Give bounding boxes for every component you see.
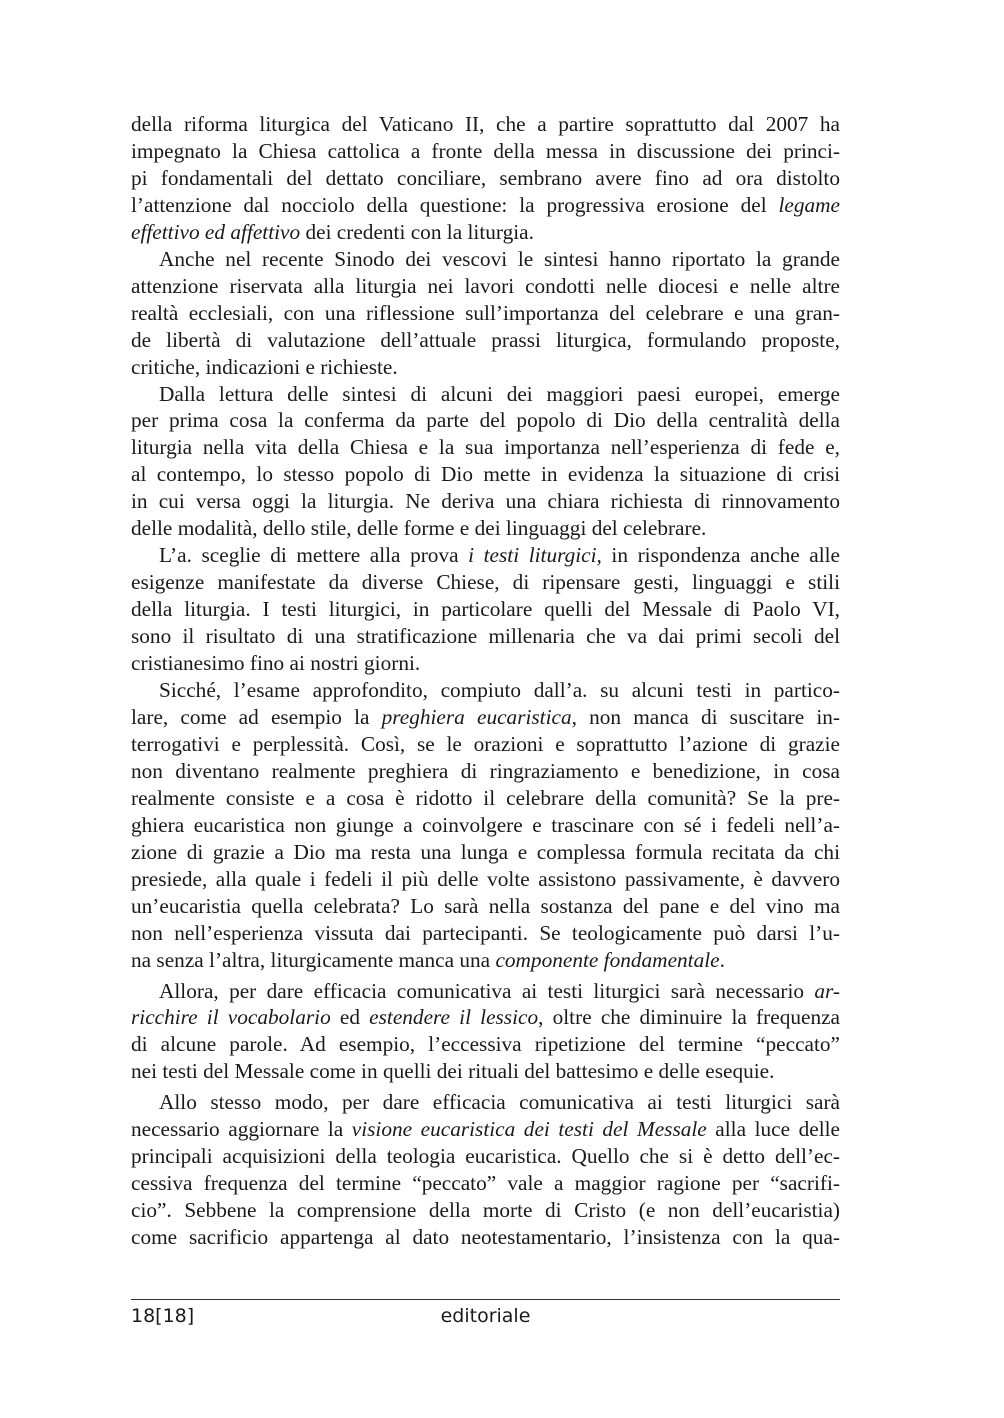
text-run: alla luce delle [706,1117,841,1142]
text-line [131,165,840,192]
text-line [131,327,840,354]
text-run: cessiva frequenza del termine “peccato” vale a maggior ragione per “sacrifi- [131,1171,840,1196]
page-number: 18[18] [131,1305,195,1327]
italic-text: effettivo ed affettivo [131,219,301,244]
text-line [131,1089,840,1116]
text-line [131,677,840,704]
text-run: al contempo, lo stesso popolo di Dio mette in evidenza la situazione di crisi [131,462,840,487]
text-run: sono il risultato di una stratificazione millenaria che va dai primi secoli del [131,624,840,649]
paragraph [131,542,840,677]
text-line [131,893,840,920]
body-text [131,111,840,1251]
text-line [131,407,840,434]
text-line [131,381,840,408]
text-run: attenzione riservata alla liturgia nei lavori condotti nelle diocesi e nelle altre [131,273,840,298]
text-line [131,704,840,731]
text-run: della riforma liturgica del Vaticano II, che a partire soprattutto dal 2007 ha [131,112,840,136]
text-line [131,542,840,569]
text-run: liturgia nella vita della Chiesa e la sua importanza nell’esperienza di fede e, [131,435,840,460]
text-line [131,947,840,974]
text-run: realtà ecclesiali, con una riflessione sull’importanza del celebrare e una gran- [131,300,840,325]
text-line [131,839,840,866]
paragraph [131,978,840,1086]
text-run: cristianesimo fino ai nostri giorni. [131,651,421,676]
paragraph [131,246,840,381]
text-run: dei credenti con la liturgia. [300,219,534,244]
text-run: na senza l’altra, liturgicamente manca una [131,947,496,972]
text-line [131,785,840,812]
text-line [131,623,840,650]
text-run: in cui versa oggi la liturgia. Ne deriva una chiara richiesta di rinnovamento [131,489,840,514]
text-line [131,978,840,1005]
italic-text: visione eucaristica dei testi del Messale [351,1117,707,1142]
text-run: Allo stesso modo, per dare efficacia comunicativa ai testi liturgici sarà [159,1090,840,1115]
text-line [131,596,840,623]
text-run: nei testi del Messale come in quelli dei rituali del battesimo e delle esequie. [131,1059,775,1084]
text-line [131,434,840,461]
page-footer [131,1305,840,1335]
text-line [131,111,840,138]
text-line [131,1116,840,1143]
text-run: di alcune parole. Ad esempio, l’eccessiva ripetizione del termine “peccato” [131,1032,840,1057]
italic-text: ricchire il vocabolario [131,1005,331,1030]
text-run: impegnato la Chiesa cattolica a fronte della messa in discussione dei princi- [131,138,840,163]
text-line [131,1224,840,1251]
running-head: editoriale [440,1305,531,1327]
text-line [131,1004,840,1031]
text-line [131,354,840,381]
text-line [131,219,840,246]
text-run: un’eucaristia quella celebrata? Lo sarà nella sostanza del pane e del vino ma [131,893,840,918]
paragraph [131,1089,840,1251]
text-run: della liturgia. I testi liturgici, in particolare quelli del Messale di Paolo VI, [131,597,840,622]
italic-text: preghiera eucaristica [381,704,572,729]
text-run: ghiera eucaristica non giunge a coinvolgere e trascinare con sé i fedeli nell’a- [131,812,840,837]
text-line [131,273,840,300]
text-run: Dalla lettura delle sintesi di alcuni dei maggiori paesi europei, emerge [159,381,840,406]
text-run: principali acquisizioni della teologia eucaristica. Quello che si è detto dell’ec- [131,1144,840,1169]
text-run: l’attenzione dal nocciolo della questione: la progressiva erosione del [131,192,779,217]
text-line [131,138,840,165]
text-line [131,569,840,596]
text-run: in rispondenza anche alle [601,543,841,568]
italic-text: legame [778,192,840,217]
text-line [131,758,840,785]
text-line [131,650,840,677]
text-run: Anche nel recente Sinodo dei vescovi le sintesi hanno riportato la grande [159,246,840,271]
text-run: de libertà di valutazione dell’attuale prassi liturgica, formulando proposte, [131,327,840,352]
text-run: cio”. Sebbene la comprensione della morte di Cristo (e non dell’eucaristia) [131,1198,840,1223]
text-line [131,515,840,542]
text-run: lare, come ad esempio la [131,704,382,729]
paragraph [131,677,840,973]
text-run: pi fondamentali del dettato conciliare, sembrano avere fino ad ora distolto [131,165,840,190]
text-run: non nell’esperienza vissuta dai partecipanti. Se teologicamente può darsi l’u- [131,920,840,945]
text-line [131,246,840,273]
text-run: Allora, per dare efficacia comunicativa ai testi liturgici sarà necessario [159,978,815,1003]
text-line [131,866,840,893]
text-run: critiche, indicazioni e richieste. [131,354,398,379]
text-run: L’a. sceglie di mettere alla prova [159,543,469,568]
text-line [131,488,840,515]
text-run: . [719,947,725,972]
text-line [131,1031,840,1058]
text-run: Sicché, l’esame approfondito, compiuto dall’a. su alcuni testi in partico- [159,678,840,703]
text-line [131,1058,840,1085]
text-line [131,920,840,947]
text-run: non diventano realmente preghiera di ringraziamento e benedizione, in cosa [131,758,840,783]
text-run: realmente consiste e a cosa è ridotto il celebrare della comunità? Se la pre- [131,785,840,810]
italic-text: estendere il lessico [369,1005,539,1030]
paragraph [131,381,840,543]
text-line [131,192,840,219]
italic-text: ar- [814,978,840,1003]
italic-text: componente fondamentale [495,947,720,972]
text-run: , oltre che diminuire la frequenza [538,1005,840,1030]
text-line [131,1143,840,1170]
text-run: presiede, alla quale i fedeli il più delle volte assistono passivamente, è davvero [131,866,840,891]
text-line [131,1170,840,1197]
italic-text: i testi liturgici, [468,543,602,568]
text-run: per prima cosa la conferma da parte del popolo di Dio della centralità della [131,408,840,433]
text-line [131,812,840,839]
text-line [131,1197,840,1224]
text-run: terrogativi e perplessità. Così, se le orazioni e soprattutto l’azione di grazie [131,731,840,756]
text-line [131,300,840,327]
text-run: ed [330,1005,370,1030]
text-run: necessario aggiornare la [131,1117,352,1142]
text-run: delle modalità, dello stile, delle forme e dei linguaggi del celebrare. [131,516,707,541]
paragraph [131,111,840,246]
text-run: come sacrificio appartenga al dato neotestamentario, l’insistenza con la qua- [131,1225,840,1250]
text-line [131,731,840,758]
text-run: esigenze manifestate da diverse Chiese, di ripensare gesti, linguaggi e stili [131,570,840,595]
text-run: zione di grazie a Dio ma resta una lunga e complessa formula recitata da chi [131,839,840,864]
footer-rule [131,1299,840,1300]
text-line [131,461,840,488]
text-run: , non manca di suscitare in- [571,704,841,729]
